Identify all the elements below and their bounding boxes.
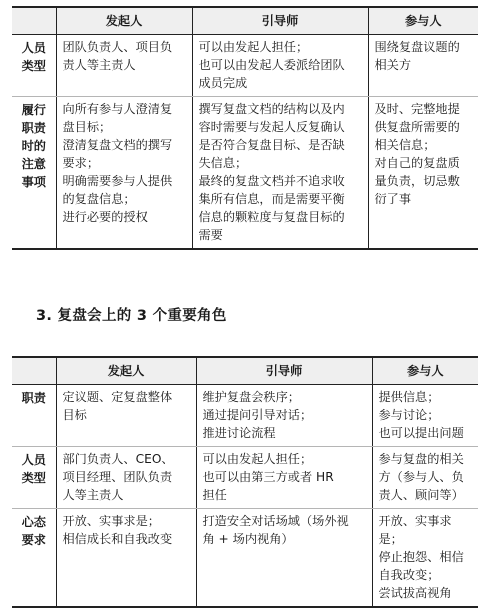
cell-line: 部门负责人、CEO、 — [62, 452, 174, 466]
table-row — [12, 447, 478, 509]
facilitator-responsibility-cell — [196, 385, 372, 447]
facilitator-personnel-cell — [196, 447, 372, 509]
cell-line: 向所有参与人澄清复 — [62, 102, 173, 116]
cell-line: 进行必要的授权 — [62, 210, 148, 224]
row-label-line: 事项 — [21, 175, 46, 189]
initiator-responsibility-cell — [56, 385, 196, 447]
cell-line: 责人等主责人 — [62, 58, 136, 72]
cell-line: 明确需要参与人提供 — [62, 174, 173, 188]
table-row — [12, 97, 478, 250]
cell-line: 供复盘所需要的 — [374, 120, 460, 134]
cell-line: 衍了事 — [374, 192, 412, 206]
cell-line: 盘目标； — [62, 120, 112, 134]
table-row — [12, 509, 478, 608]
row-label-duty-notes — [12, 97, 56, 250]
column-header-participant: 参与人 — [372, 357, 478, 385]
cell-line: 相信成长和自我改变 — [62, 532, 173, 546]
cell-line: 是否符合复盘目标、是否缺 — [198, 138, 345, 152]
cell-line: 也可以由第三方或者 HR — [202, 470, 334, 484]
corner-header-cell — [12, 357, 56, 385]
cell-line: 量负责，切忌敷 — [374, 174, 460, 188]
cell-line: 维护复盘会秩序； — [202, 390, 300, 404]
column-header-initiator: 发起人 — [56, 7, 192, 35]
cell-line: 参与讨论； — [378, 408, 440, 422]
row-label-mindset — [12, 509, 56, 608]
cell-line: 尝试拔高视角 — [378, 586, 452, 600]
participant-responsibility-cell — [372, 385, 478, 447]
cell-line: 撰写复盘文档的结构以及内 — [198, 102, 345, 116]
initiator-mindset-cell — [56, 509, 196, 608]
row-label-personnel-type — [12, 35, 56, 97]
row-label-line: 职责 — [21, 121, 46, 135]
cell-line: 需要 — [198, 228, 223, 242]
cell-line: 责人、顾问等） — [378, 488, 464, 502]
cell-line: 信息的颗粒度与复盘目标的 — [198, 210, 345, 224]
facilitator-duty-cell — [192, 97, 368, 250]
row-label-line: 注意 — [21, 157, 46, 171]
cell-line: 集所有信息，而是需要平衡 — [198, 192, 345, 206]
row-label-line: 心态 — [21, 515, 46, 529]
participant-personnel-cell — [368, 35, 478, 97]
cell-line: 目标 — [62, 408, 87, 422]
cell-line: 通过提问引导对话； — [202, 408, 313, 422]
column-header-facilitator: 引导师 — [196, 357, 372, 385]
cell-line: 开放、实事求是； — [378, 514, 452, 546]
initiator-duty-cell — [56, 97, 192, 250]
table-header-row — [12, 7, 478, 35]
row-label-line: 类型 — [21, 59, 46, 73]
row-label-line: 职责 — [21, 391, 46, 405]
cell-line: 可以由发起人担任； — [202, 452, 313, 466]
corner-header-cell — [12, 7, 56, 35]
cell-line: 也可以提出问题 — [378, 426, 464, 440]
cell-line: 提供信息； — [378, 390, 440, 404]
cell-line: 相关方 — [374, 58, 412, 72]
participant-mindset-cell — [372, 509, 478, 608]
cell-line: 成员完成 — [198, 76, 248, 90]
row-label-line: 要求 — [21, 533, 46, 547]
cell-line: 方（参与人、负 — [378, 470, 464, 484]
row-label-line: 时的 — [21, 139, 46, 153]
row-label-line: 人员 — [21, 41, 46, 55]
roles-before-review-table — [12, 6, 478, 250]
cell-line: 团队负责人、项目负 — [62, 40, 173, 54]
table-row — [12, 35, 478, 97]
cell-line: 对自己的复盘质 — [374, 156, 460, 170]
cell-line: 参与复盘的相关 — [378, 452, 464, 466]
column-header-participant: 参与人 — [368, 7, 478, 35]
cell-line: 也可以由发起人委派给团队 — [198, 58, 345, 72]
cell-line: 的复盘信息； — [62, 192, 136, 206]
facilitator-mindset-cell — [196, 509, 372, 608]
cell-line: 可以由发起人担任； — [198, 40, 309, 54]
cell-line: 围绕复盘议题的 — [374, 40, 460, 54]
cell-line: 最终的复盘文档并不追求收 — [198, 174, 345, 188]
table-header-row — [12, 357, 478, 385]
table-row — [12, 385, 478, 447]
cell-line: 要求； — [62, 156, 100, 170]
initiator-personnel-cell — [56, 35, 192, 97]
facilitator-personnel-cell — [192, 35, 368, 97]
cell-line: 停止抱怨、相信 — [378, 550, 464, 564]
row-label-responsibility — [12, 385, 56, 447]
cell-line: 定议题、定复盘整体 — [62, 390, 173, 404]
cell-line: 项目经理、团队负责 — [62, 470, 173, 484]
section-title: 3. 复盘会上的 3 个重要角色 — [36, 308, 227, 324]
row-label-line: 类型 — [21, 471, 46, 485]
cell-line: 自我改变； — [378, 568, 440, 582]
participant-personnel-cell — [372, 447, 478, 509]
column-header-initiator: 发起人 — [56, 357, 196, 385]
cell-line: 角 + 场内视角） — [202, 532, 294, 546]
row-label-line: 履行 — [21, 103, 46, 117]
cell-line: 担任 — [202, 488, 227, 502]
cell-line: 推进讨论流程 — [202, 426, 276, 440]
column-header-facilitator: 引导师 — [192, 7, 368, 35]
roles-in-review-meeting-table — [12, 356, 478, 608]
cell-line: 及时、完整地提 — [374, 102, 460, 116]
cell-line: 打造安全对话场域（场外视 — [202, 514, 349, 528]
cell-line: 相关信息； — [374, 138, 436, 152]
cell-line: 容时需要与发起人反复确认 — [198, 120, 345, 134]
cell-line: 人等主责人 — [62, 488, 124, 502]
cell-line: 失信息； — [198, 156, 248, 170]
cell-line: 澄清复盘文档的撰写 — [62, 138, 173, 152]
row-label-personnel-type — [12, 447, 56, 509]
initiator-personnel-cell — [56, 447, 196, 509]
participant-duty-cell — [368, 97, 478, 250]
row-label-line: 人员 — [21, 453, 46, 467]
cell-line: 开放、实事求是； — [62, 514, 160, 528]
